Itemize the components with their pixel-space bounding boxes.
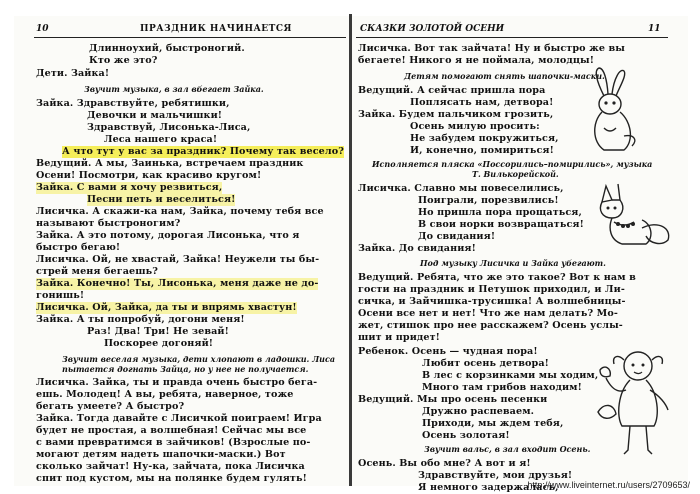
text-line: Зайка. С вами я хочу резвиться, (36, 182, 223, 193)
text-line: Осень. Вы обо мне? А вот и я! (358, 458, 531, 469)
text-line: Зайка. А это потому, дорогая Лисонька, что я (36, 230, 300, 241)
text-line: с вами превратимся в зайчиков! (Взрослые по- (36, 437, 311, 448)
text-line: Любит осень детвора! (422, 358, 549, 369)
stage-direction: Под музыку Лисичка и Зайка убегают. (420, 258, 606, 268)
text-line: Осени все нет и нет! Что же нам делать? Мо- (358, 308, 618, 319)
left-header-rule (34, 37, 346, 38)
left-page (14, 16, 350, 486)
text-line: бегать умеете? А быстро? (36, 401, 185, 412)
stage-direction: Звучит вальс, в зал входит Осень. (424, 444, 591, 454)
text-line: Дети. Зайка! (36, 68, 110, 79)
fox-illustration (592, 176, 674, 248)
stage-direction: Исполняется пляска «Поссорились–помирились», музыка (372, 159, 653, 169)
text-line: Здравствуй, Лисонька-Лиса, (87, 122, 251, 133)
text-line: И, конечно, помириться! (410, 145, 554, 156)
text-line: Ведущий. Ребята, что же это такое? Вот к нам в (358, 272, 636, 283)
text-line: быстро бегаю! (36, 242, 121, 253)
text-line: Здравствуйте, мои друзья! (418, 470, 573, 481)
text-line: Длинноухий, быстроногий. (89, 43, 245, 54)
stage-direction: Звучит музыка, в зал вбегает Зайка. (84, 84, 264, 94)
right-page-number: 11 (648, 24, 661, 34)
text-line: Но пришла пора прощаться, (418, 207, 582, 218)
text-line: Ребенок. Осень — чудная пора! (358, 346, 538, 357)
text-line: Осень золотая! (422, 430, 510, 441)
text-line: Зайка. Будем пальчиком грозить, (358, 109, 554, 120)
text-line: Зайка. Здравствуйте, ребятишки, (36, 98, 230, 109)
text-line: Дружно распеваем. (422, 406, 535, 417)
text-line: сичка, и Зайчишка-трусишка! А волшебницы- (358, 296, 626, 307)
text-line: Осени! Посмотри, как красиво кругом! (36, 170, 262, 181)
hare-illustration (582, 66, 642, 154)
stage-direction: Звучит веселая музыка, дети хлопают в ладошки. Лиса (62, 354, 336, 364)
text-line: Поскорее догоняй! (104, 338, 214, 349)
text-line: Раз! Два! Три! Не зевай! (87, 326, 229, 337)
text-line: стрей меня бегаешь? (36, 266, 158, 277)
text-line: Зайка. До свидания! (358, 243, 476, 254)
text-line: Поплясать нам, детвора! (410, 97, 554, 108)
text-line: ешь. Молодец! А вы, ребята, наверное, тоже (36, 389, 294, 400)
text-line: Лисичка. Вот так зайчата! Ну и быстро же вы (358, 43, 625, 54)
text-line: будет не простая, а волшебная! Сейчас мы все (36, 425, 307, 436)
right-running-head: СКАЗКИ ЗОЛОТОЙ ОСЕНИ (360, 24, 505, 34)
text-line: Осень милую просить: (410, 121, 540, 132)
text-line: Кто же это? (89, 55, 158, 66)
text-line: Лисичка. Славно мы повеселились, (358, 183, 564, 194)
girl-with-leaves-illustration (596, 342, 674, 462)
text-line: В лес с корзинками мы ходим, (422, 370, 599, 381)
text-line: Поиграли, порезвились! (418, 195, 559, 206)
text-line: Лисичка. Ой, Зайка, да ты и впрямь хвастун! (36, 302, 297, 313)
right-header-rule (356, 37, 668, 38)
right-page (352, 16, 688, 493)
text-line: шит и придет! (358, 332, 440, 343)
text-line: До свидания! (418, 231, 496, 242)
text-line: бегаете! Никого я не поймала, молодцы! (358, 55, 595, 66)
text-line: называют быстроногим? (36, 218, 181, 229)
text-line: Я немного задержалась, (418, 482, 559, 493)
text-line: А что тут у вас за праздник? Почему так весело? (62, 146, 344, 157)
left-running-head: ПРАЗДНИК НАЧИНАЕТСЯ (140, 24, 292, 34)
text-line: Ведущий. Мы про осень песенки (358, 394, 548, 405)
stage-direction: пытается догнать Зайца, но у нее не получается. (62, 364, 309, 374)
text-line: жет, стишок про нее расскажем? Осень услы- (358, 320, 623, 331)
stage-direction: Детям помогают снять шапочки-маски. (404, 71, 605, 81)
text-line: Лисичка. Зайка, ты и правда очень быстро бега- (36, 377, 318, 388)
text-line: Песни петь и веселиться! (87, 194, 236, 205)
text-line: Девочки и мальчишки! (87, 110, 223, 121)
text-line: Лисичка. Ой, не хвастай, Зайка! Неужели ты бы- (36, 254, 320, 265)
text-line: могают детям надеть шапочки-маски.) Вот (36, 449, 286, 460)
text-line: В свои норки возвращаться! (418, 219, 584, 230)
text-line: Ведущий. А сейчас пришла пора (358, 85, 546, 96)
text-line: Зайка. А ты попробуй, догони меня! (36, 314, 245, 325)
text-line: спит под кустом, мы на полянке будем гулять! (36, 473, 307, 484)
text-line: гости на праздник и Петушок приходил, и Ли- (358, 284, 625, 295)
text-line: гонишь! (36, 290, 85, 301)
watermark-url: http://www.liveinternet.ru/users/2709653/ (527, 480, 690, 490)
text-line: Леса нашего краса! (104, 134, 218, 145)
text-line: сколько зайчат! Ну-ка, зайчата, пока Лисичка (36, 461, 305, 472)
left-page-number: 10 (36, 24, 49, 34)
stage-direction: Т. Вилькорейской. (472, 169, 559, 179)
text-line: Много там грибов находим! (422, 382, 582, 393)
text-line: Приходи, мы ждем тебя, (422, 418, 564, 429)
text-line: Ведущий. А мы, Заинька, встречаем праздник (36, 158, 304, 169)
text-line: Лисичка. А скажи-ка нам, Зайка, почему тебя все (36, 206, 324, 217)
text-line: Не забудем покружиться, (410, 133, 559, 144)
text-line: Зайка. Конечно! Ты, Лисонька, меня даже не до- (36, 278, 319, 289)
text-line: Зайка. Тогда давайте с Лисичкой поиграем! Игра (36, 413, 322, 424)
